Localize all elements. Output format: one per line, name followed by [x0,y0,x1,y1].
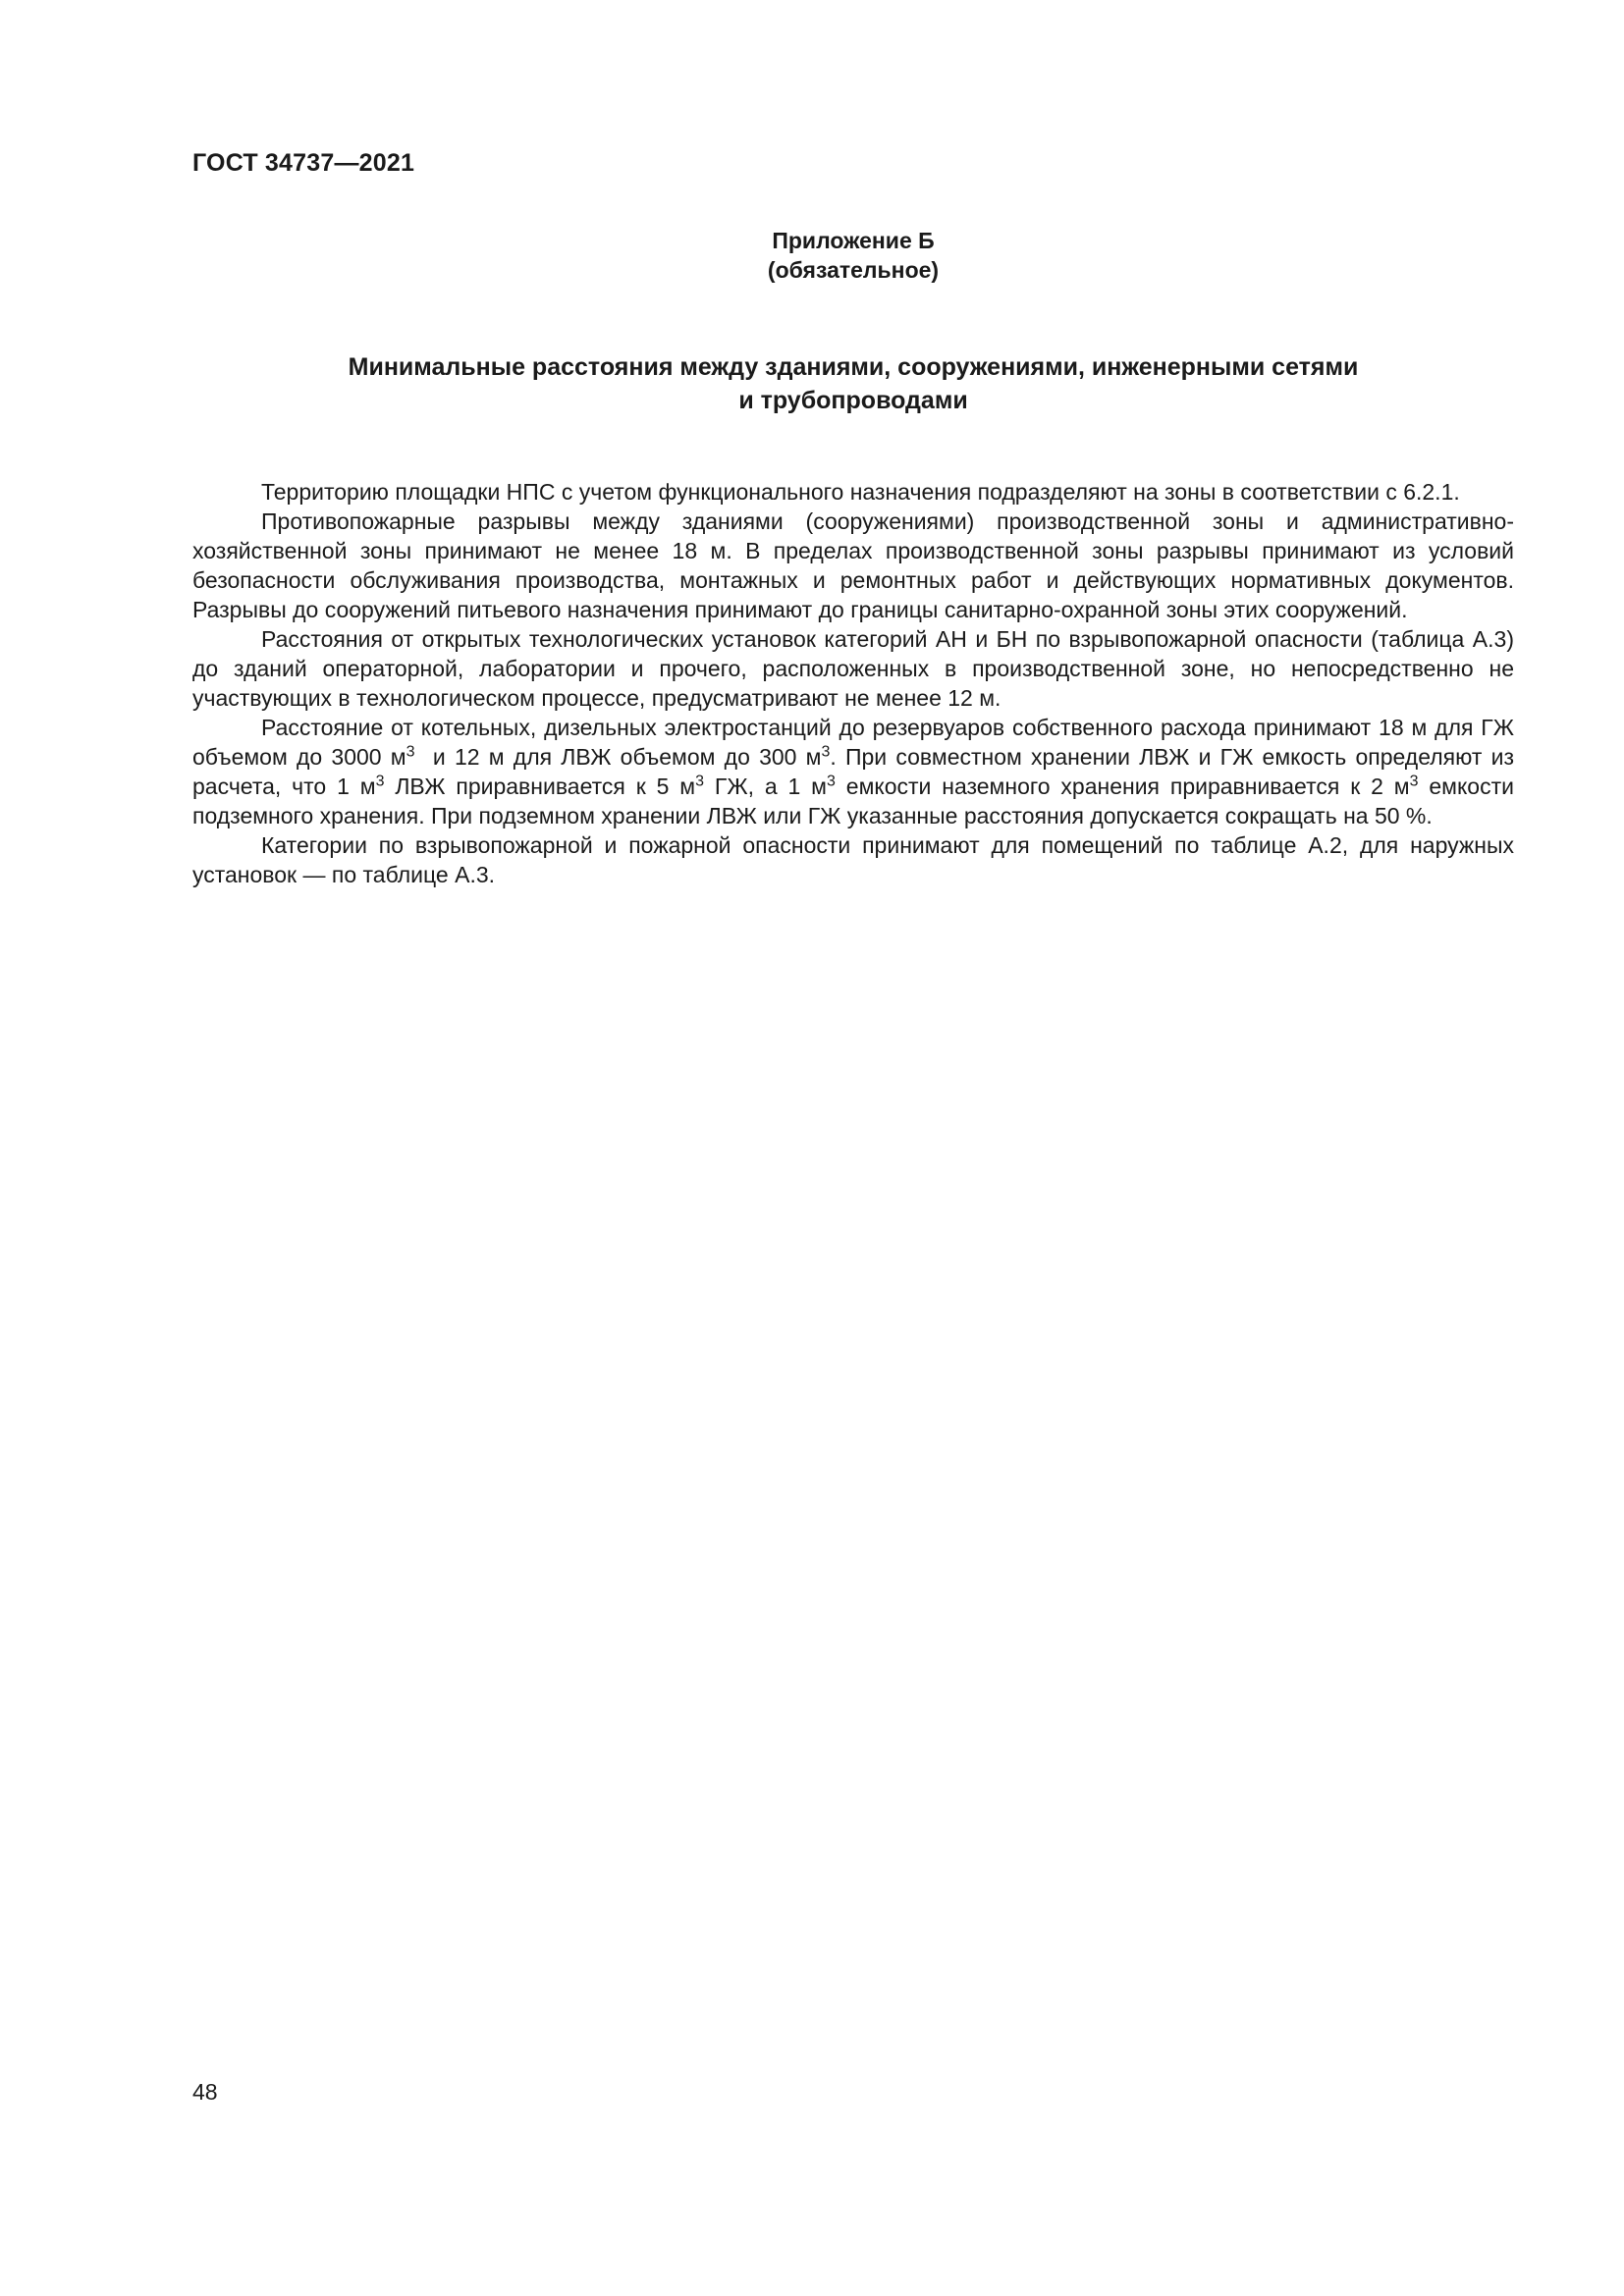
section-title-line-1: Минимальные расстояния между зданиями, сооружениями, инженерными сетями [348,353,1359,381]
text-segment: Расстояние от котельных, дизельных электростанций до резервуаров собственного расхода принимают 18 м для ГЖ объемом до 3000 м [192,715,1514,770]
body-text [192,477,1514,889]
paragraph-boiler-distances [192,713,1514,830]
appendix-heading [192,226,1514,285]
superscript: 3 [1409,773,1419,790]
paragraph-hazard-categories: Категории по взрывопожарной и пожарной опасности принимают для помещений по таблице А.2, для наружных установок — по таблице А.3. [192,832,1514,887]
superscript: 3 [821,743,831,761]
text-segment: и 12 м для ЛВЖ объемом до 300 м [414,744,822,770]
text-segment: ЛВЖ приравнивается к 5 м [384,774,696,799]
page-number: 48 [192,2079,218,2105]
section-title-line-2: и трубопроводами [738,387,968,414]
text-segment: емкости подземного хранения. При подземном хранении ЛВЖ или ГЖ указанные расстояния допускается сокращать на 50 %. [192,774,1514,828]
paragraph-fire-breaks: Противопожарные разрывы между зданиями (сооружениями) производственной зоны и административно-хозяйственной зоны принимают не менее 18 м. В пределах производственной зоны разрывы принимают из условий безопасности обслуживания производства, монтажных и ремонтных работ и действующих нормативных документов. Разрывы до сооружений питьевого назначения принимают до границы санитарно-охранной зоны этих сооружений. [192,508,1514,622]
appendix-status: (обязательное) [767,257,940,283]
superscript: 3 [827,773,836,790]
text-segment: ГЖ, а 1 м [704,774,827,799]
text-segment: емкости наземного хранения приравнивается к 2 м [835,774,1410,799]
paragraph-zones: Территорию площадки НПС с учетом функционального назначения подразделяют на зоны в соответствии с 6.2.1. [261,479,1460,505]
paragraph-open-installations: Расстояния от открытых технологических установок категорий АН и БН по взрывопожарной опасности (таблица А.3) до зданий операторной, лаборатории и прочего, расположенных в производственной зоне, но непосредственно не участвующих в технологическом процессе, предусматривают не менее 12 м. [192,626,1514,711]
superscript: 3 [695,773,705,790]
document-code: ГОСТ 34737—2021 [192,149,415,177]
section-title [192,350,1514,417]
superscript: 3 [406,743,415,761]
appendix-label: Приложение Б [772,228,935,253]
text-segment: . При совместном хранении ЛВЖ и ГЖ емкость определяют из расчета, что 1 м [192,744,1514,799]
superscript: 3 [375,773,385,790]
